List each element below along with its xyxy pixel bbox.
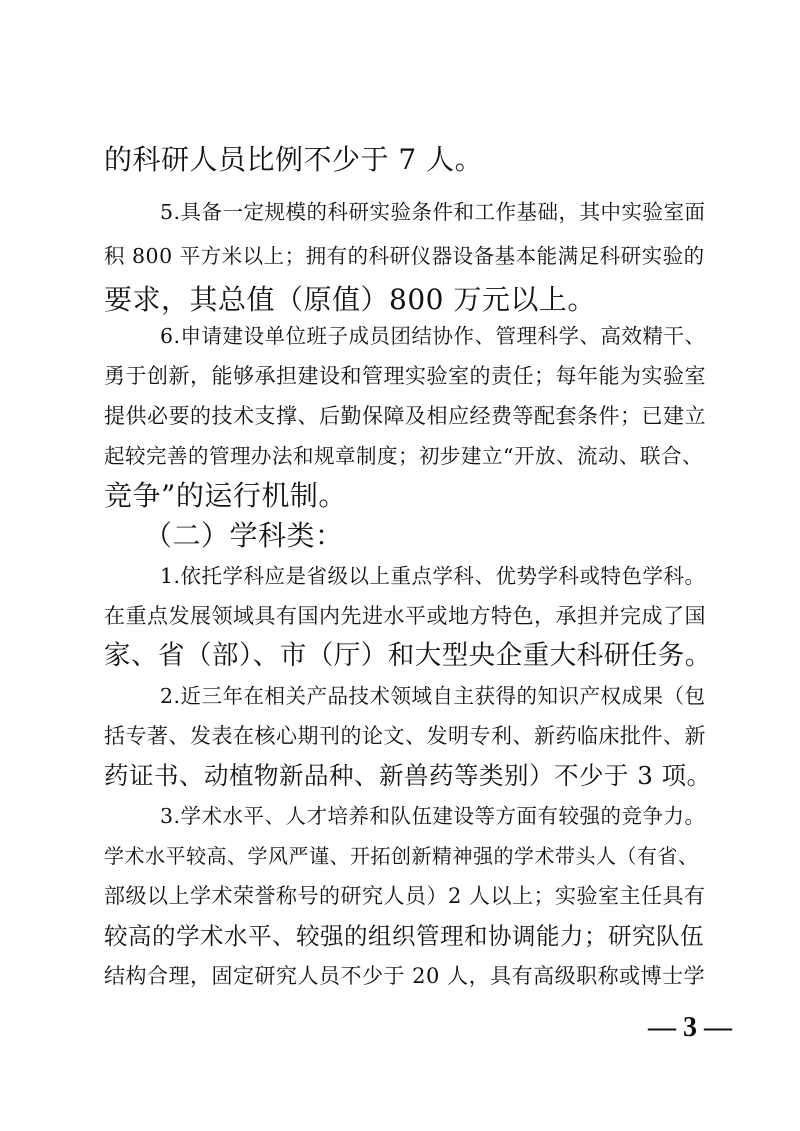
text-line-9: 竞争”的运行机制。 xyxy=(104,479,347,512)
text-line-7: 提供必要的技术支撑、后勤保障及相应经费等配套条件；已建立 xyxy=(104,404,706,428)
text-line-17: 3.学术水平、人才培养和队伍建设等方面有较强的竞争力。 xyxy=(160,804,706,828)
text-line-15: 括专著、发表在核心期刊的论文、发明专利、新药临床批件、新 xyxy=(104,724,706,748)
text-line-18: 学术水平较高、学风严谨、开拓创新精神强的学术带头人（有省、 xyxy=(104,844,699,868)
text-line-16: 药证书、动植物新品种、新兽药等类别）不少于 3 项。 xyxy=(104,761,712,790)
text-line-11: 1.依托学科应是省级以上重点学科、优势学科或特色学科。 xyxy=(160,564,706,588)
text-line-8: 起较完善的管理办法和规章制度；初步建立“开放、流动、联合、 xyxy=(104,444,703,468)
text-line-12: 在重点发展领域具有国内先进水平或地方特色，承担并完成了国 xyxy=(104,604,706,628)
text-line-14: 2.近三年在相关产品技术领域自主获得的知识产权成果（包 xyxy=(160,684,706,708)
text-line-5: 6.申请建设单位班子成员团结协作、管理科学、高效精干、 xyxy=(160,324,706,348)
section-heading: （二）学科类： xyxy=(144,519,344,552)
text-line-6: 勇于创新，能够承担建设和管理实验室的责任；每年能为实验室 xyxy=(104,364,706,388)
page-number: — 3 — xyxy=(648,1012,732,1043)
text-line-1: 的科研人员比例不少于 7 人。 xyxy=(104,143,484,176)
text-line-2: 5.具备一定规模的科研实验条件和工作基础，其中实验室面 xyxy=(160,200,706,224)
text-line-21: 结构合理，固定研究人员不少于 20 人，具有高级职称或博士学 xyxy=(104,964,706,988)
text-line-3: 积 800 平方米以上；拥有的科研仪器设备基本能满足科研实验的 xyxy=(104,244,705,268)
text-line-13: 家、省（部）、市（厅）和大型央企重大科研任务。 xyxy=(104,640,712,671)
text-line-20: 较高的学术水平、较强的组织管理和协调能力；研究队伍 xyxy=(104,922,704,950)
text-line-4: 要求，其总值（原值）800 万元以上。 xyxy=(104,283,596,316)
text-line-19: 部级以上学术荣誉称号的研究人员）2 人以上；实验室主任具有 xyxy=(104,884,706,908)
